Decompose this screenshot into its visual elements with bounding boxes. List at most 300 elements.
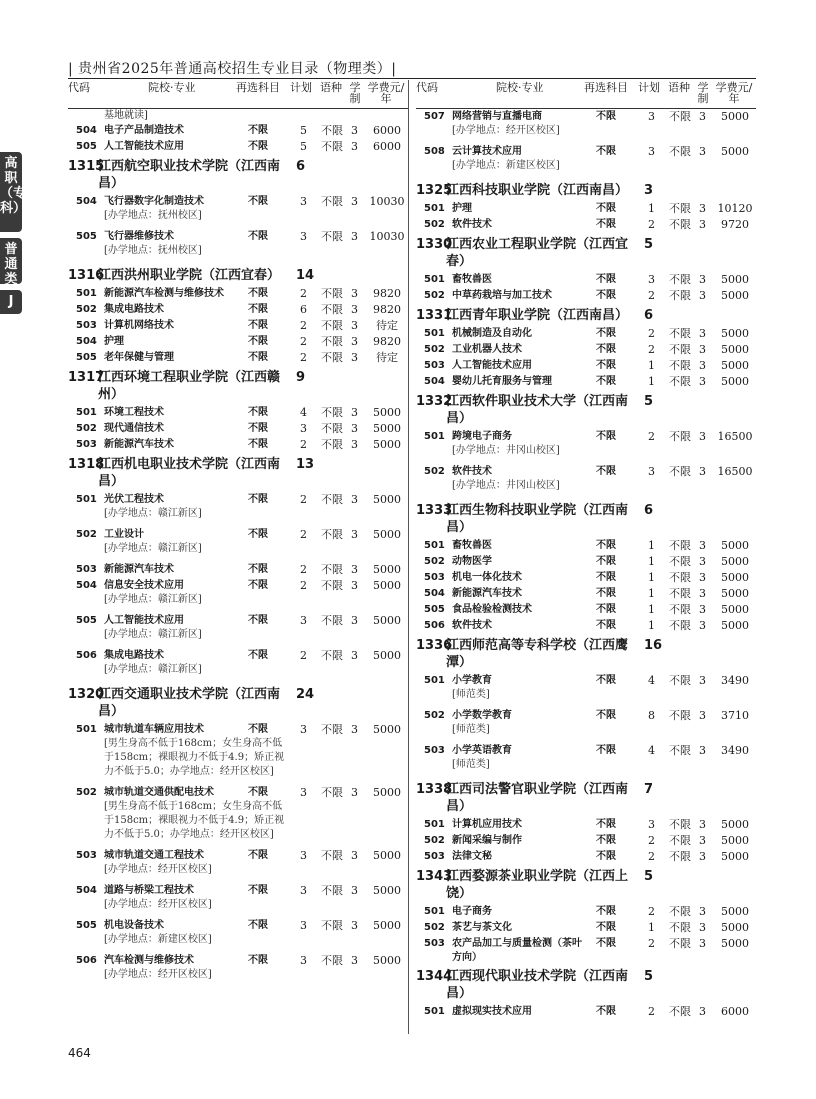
major-row — [416, 1005, 756, 1020]
major-note: [男生身高不低于168cm；女生身高不低于158cm；裸眼视力不低于4.9；矫正视力不低于5.0；办学地点：经开区校区] — [104, 738, 285, 777]
col-header-years: 学制 — [697, 81, 709, 105]
major-fee: 5000 — [721, 619, 749, 632]
major-subject: 不限 — [248, 304, 268, 315]
major-name: 新闻采编与制作 — [452, 835, 522, 846]
major-plan: 2 — [300, 493, 307, 506]
major-code: 503 — [424, 360, 445, 371]
major-plan: 2 — [648, 937, 655, 950]
major-plan: 3 — [300, 849, 307, 862]
major-language: 不限 — [669, 571, 691, 584]
school-name: 江西生物科技职业学院（江西南昌） — [446, 503, 629, 535]
major-plan: 5 — [300, 124, 307, 137]
major-language: 不限 — [321, 786, 343, 799]
major-row — [416, 818, 756, 833]
school-code: 1331 — [416, 308, 453, 323]
major-plan: 3 — [648, 465, 655, 478]
major-years: 3 — [699, 359, 706, 372]
major-name: 小学数学教育 — [452, 710, 512, 721]
major-years: 3 — [699, 1005, 706, 1018]
major-subject: 不限 — [596, 1006, 616, 1017]
major-name: 信息安全技术应用 — [104, 580, 184, 591]
major-code: 504 — [76, 196, 97, 207]
major-row — [416, 834, 756, 849]
major-name: 软件技术 — [452, 466, 492, 477]
major-name: 机电一体化技术 — [452, 572, 522, 583]
major-fee: 5000 — [721, 921, 749, 934]
major-language: 不限 — [321, 195, 343, 208]
major-plan: 6 — [300, 303, 307, 316]
major-language: 不限 — [669, 709, 691, 722]
major-plan: 2 — [648, 834, 655, 847]
side-tab-type: 普通类 — [0, 238, 22, 284]
major-language: 不限 — [321, 406, 343, 419]
major-name: 集成电路技术 — [104, 304, 164, 315]
major-subject: 不限 — [248, 850, 268, 861]
school-code: 1343 — [416, 869, 453, 884]
major-code: 502 — [424, 219, 445, 230]
school-name: 江西师范高等专科学校（江西鹰潭） — [446, 638, 629, 670]
major-subject: 不限 — [248, 141, 268, 152]
major-fee: 5000 — [721, 555, 749, 568]
major-row — [68, 351, 408, 366]
major-code: 504 — [76, 125, 97, 136]
school-plan: 13 — [296, 457, 315, 472]
major-plan: 2 — [300, 579, 307, 592]
major-plan: 5 — [300, 140, 307, 153]
major-subject: 不限 — [596, 274, 616, 285]
col-header-language: 语种 — [668, 81, 690, 94]
major-plan: 2 — [648, 1005, 655, 1018]
school-row — [68, 366, 408, 405]
major-note: [办学地点：新建区校区] — [452, 160, 560, 171]
major-years: 3 — [699, 110, 706, 123]
major-subject: 不限 — [596, 922, 616, 933]
major-fee: 5000 — [721, 603, 749, 616]
major-years: 3 — [699, 674, 706, 687]
major-row — [68, 422, 408, 437]
major-years: 3 — [351, 493, 358, 506]
major-code: 502 — [424, 466, 445, 477]
school-code: 1336 — [416, 638, 453, 653]
school-plan: 7 — [644, 782, 654, 797]
major-row — [68, 335, 408, 350]
major-language: 不限 — [321, 124, 343, 137]
major-row — [416, 539, 756, 554]
school-code: 1332 — [416, 394, 453, 409]
major-fee: 3710 — [721, 709, 749, 722]
major-language: 不限 — [669, 110, 691, 123]
major-plan: 1 — [648, 359, 655, 372]
major-fee: 9820 — [373, 303, 401, 316]
major-years: 3 — [699, 289, 706, 302]
major-fee: 5000 — [721, 375, 749, 388]
school-plan: 6 — [644, 308, 654, 323]
major-name: 护理 — [104, 336, 124, 347]
major-row — [68, 579, 408, 607]
row-gap — [68, 877, 408, 883]
major-subject: 不限 — [248, 231, 268, 242]
major-subject: 不限 — [248, 494, 268, 505]
major-code: 502 — [76, 423, 97, 434]
major-code: 501 — [424, 819, 445, 830]
major-years: 3 — [699, 818, 706, 831]
major-plan: 2 — [300, 319, 307, 332]
major-subject: 不限 — [248, 580, 268, 591]
row-gap — [68, 779, 408, 785]
major-years: 3 — [699, 145, 706, 158]
major-code: 503 — [424, 851, 445, 862]
major-subject: 不限 — [248, 336, 268, 347]
major-language: 不限 — [669, 850, 691, 863]
major-name: 集成电路技术 — [104, 650, 164, 661]
major-language: 不限 — [321, 649, 343, 662]
major-name: 汽车检测与维修技术 — [104, 955, 194, 966]
major-plan: 8 — [648, 709, 655, 722]
major-plan: 1 — [648, 603, 655, 616]
major-fee: 待定 — [376, 351, 398, 364]
major-language: 不限 — [321, 351, 343, 364]
major-language: 不限 — [669, 834, 691, 847]
major-plan: 4 — [648, 674, 655, 687]
major-name: 网络营销与直播电商 — [452, 111, 542, 122]
major-subject: 不限 — [248, 439, 268, 450]
major-subject: 不限 — [248, 955, 268, 966]
major-code: 506 — [76, 955, 97, 966]
major-plan: 3 — [300, 723, 307, 736]
school-plan: 5 — [644, 394, 654, 409]
major-plan: 3 — [300, 786, 307, 799]
major-plan: 2 — [648, 218, 655, 231]
major-name: 小学教育 — [452, 675, 492, 686]
major-fee: 5000 — [721, 850, 749, 863]
major-fee: 5000 — [721, 937, 749, 950]
major-note: [办学地点：赣江新区] — [104, 629, 202, 640]
school-row — [68, 453, 408, 492]
major-years: 3 — [699, 587, 706, 600]
major-row — [416, 375, 756, 390]
major-name: 茶艺与茶文化 — [452, 922, 512, 933]
left-entries — [68, 124, 408, 988]
major-code: 503 — [424, 572, 445, 583]
major-years: 3 — [699, 343, 706, 356]
major-language: 不限 — [669, 145, 691, 158]
school-row — [68, 264, 408, 286]
major-language: 不限 — [669, 1005, 691, 1018]
school-row — [416, 390, 756, 429]
major-subject: 不限 — [248, 615, 268, 626]
major-subject: 不限 — [596, 146, 616, 157]
row-gap — [68, 947, 408, 953]
major-language: 不限 — [669, 343, 691, 356]
major-fee: 10120 — [717, 202, 753, 215]
school-code: 1325 — [416, 183, 453, 198]
major-fee: 5000 — [373, 849, 401, 862]
major-subject: 不限 — [248, 423, 268, 434]
major-fee: 5000 — [721, 587, 749, 600]
major-row — [68, 849, 408, 877]
school-row — [416, 304, 756, 326]
major-code: 502 — [76, 787, 97, 798]
major-subject: 不限 — [248, 724, 268, 735]
major-years: 3 — [699, 218, 706, 231]
major-code: 502 — [76, 529, 97, 540]
school-plan: 6 — [644, 503, 654, 518]
major-subject: 不限 — [596, 906, 616, 917]
school-row — [416, 179, 756, 201]
major-code: 502 — [424, 710, 445, 721]
major-name: 云计算技术应用 — [452, 146, 522, 157]
school-row — [68, 683, 408, 722]
major-subject: 不限 — [248, 564, 268, 575]
major-note: [办学地点：抚州校区] — [104, 210, 202, 221]
major-note: [办学地点：经开区校区] — [104, 864, 212, 875]
major-language: 不限 — [669, 327, 691, 340]
col-header-subject: 再选科目 — [236, 81, 280, 94]
col-header-fee: 学费元/年 — [715, 81, 753, 105]
major-fee: 5000 — [373, 406, 401, 419]
row-gap — [416, 737, 756, 743]
major-language: 不限 — [321, 528, 343, 541]
major-years: 3 — [351, 303, 358, 316]
major-name: 新能源汽车技术 — [452, 588, 522, 599]
major-years: 3 — [351, 319, 358, 332]
major-plan: 3 — [300, 230, 307, 243]
major-fee: 9820 — [373, 335, 401, 348]
major-subject: 不限 — [596, 572, 616, 583]
major-name: 农产品加工与质量检测（茶叶方向） — [452, 938, 582, 963]
major-name: 光伏工程技术 — [104, 494, 164, 505]
major-plan: 3 — [300, 919, 307, 932]
major-row — [416, 619, 756, 634]
school-name: 江西农业工程职业学院（江西宜春） — [446, 237, 629, 269]
school-code: 1333 — [416, 503, 453, 518]
major-fee: 5000 — [721, 571, 749, 584]
school-name: 江西现代职业技术学院（江西南昌） — [446, 969, 629, 1001]
major-row — [416, 571, 756, 586]
school-row — [68, 155, 408, 194]
major-row — [416, 937, 756, 965]
major-subject: 不限 — [596, 556, 616, 567]
major-language: 不限 — [321, 723, 343, 736]
major-fee: 5000 — [373, 493, 401, 506]
side-tab-letter: J — [0, 290, 22, 314]
major-subject: 不限 — [596, 540, 616, 551]
major-years: 3 — [351, 563, 358, 576]
col-header-plan: 计划 — [638, 81, 660, 94]
major-years: 3 — [351, 230, 358, 243]
major-years: 3 — [699, 273, 706, 286]
major-fee: 5000 — [721, 359, 749, 372]
major-years: 3 — [699, 905, 706, 918]
major-fee: 5000 — [721, 273, 749, 286]
major-plan: 3 — [648, 145, 655, 158]
major-code: 501 — [424, 906, 445, 917]
major-language: 不限 — [669, 218, 691, 231]
major-years: 3 — [351, 140, 358, 153]
major-plan: 2 — [648, 289, 655, 302]
major-code: 501 — [76, 288, 97, 299]
major-code: 501 — [424, 675, 445, 686]
major-language: 不限 — [321, 422, 343, 435]
major-subject: 不限 — [248, 787, 268, 798]
major-fee: 10030 — [369, 195, 405, 208]
major-fee: 5000 — [373, 579, 401, 592]
major-language: 不限 — [669, 818, 691, 831]
major-row — [416, 674, 756, 702]
right-column-header — [416, 80, 756, 109]
major-language: 不限 — [669, 539, 691, 552]
major-plan: 2 — [300, 438, 307, 451]
major-code: 504 — [76, 336, 97, 347]
col-header-language: 语种 — [320, 81, 342, 94]
school-name: 江西机电职业技术学院（江西南昌） — [98, 457, 281, 489]
major-row — [68, 563, 408, 578]
major-code: 501 — [424, 1006, 445, 1017]
major-row — [68, 614, 408, 642]
major-years: 3 — [699, 709, 706, 722]
major-language: 不限 — [669, 921, 691, 934]
major-subject: 不限 — [596, 376, 616, 387]
school-plan: 5 — [644, 869, 654, 884]
school-row — [416, 778, 756, 817]
major-language: 不限 — [321, 335, 343, 348]
major-years: 3 — [699, 430, 706, 443]
major-plan: 1 — [648, 202, 655, 215]
major-code: 502 — [76, 304, 97, 315]
major-subject: 不限 — [596, 219, 616, 230]
major-code: 503 — [76, 439, 97, 450]
school-code: 1344 — [416, 969, 453, 984]
major-note: [师范类] — [452, 759, 490, 770]
major-code: 505 — [76, 231, 97, 242]
major-note: [办学地点：赣江新区] — [104, 664, 202, 675]
major-fee: 5000 — [373, 919, 401, 932]
major-row — [68, 919, 408, 947]
major-name: 人工智能技术应用 — [104, 141, 184, 152]
major-fee: 5000 — [373, 528, 401, 541]
major-note: [办学地点：经开区校区] — [452, 125, 560, 136]
major-plan: 1 — [648, 587, 655, 600]
major-language: 不限 — [321, 303, 343, 316]
major-name: 计算机网络技术 — [104, 320, 174, 331]
row-gap — [416, 138, 756, 144]
major-plan: 2 — [300, 528, 307, 541]
major-name: 软件技术 — [452, 620, 492, 631]
major-subject: 不限 — [248, 196, 268, 207]
school-plan: 5 — [644, 969, 654, 984]
major-years: 3 — [699, 834, 706, 847]
major-name: 城市轨道交通供配电技术 — [104, 787, 214, 798]
major-code: 505 — [76, 615, 97, 626]
major-subject: 不限 — [596, 344, 616, 355]
major-code: 502 — [424, 290, 445, 301]
major-language: 不限 — [321, 230, 343, 243]
major-row — [68, 723, 408, 779]
major-fee: 5000 — [373, 614, 401, 627]
major-name: 飞行器维修技术 — [104, 231, 174, 242]
major-language: 不限 — [669, 202, 691, 215]
major-fee: 待定 — [376, 319, 398, 332]
major-name: 老年保健与管理 — [104, 352, 174, 363]
major-row — [68, 303, 408, 318]
major-row — [416, 850, 756, 865]
major-code: 504 — [424, 376, 445, 387]
major-fee: 10030 — [369, 230, 405, 243]
major-language: 不限 — [669, 619, 691, 632]
major-name: 工业机器人技术 — [452, 344, 522, 355]
major-subject: 不限 — [248, 650, 268, 661]
major-fee: 5000 — [721, 905, 749, 918]
major-subject: 不限 — [596, 360, 616, 371]
major-fee: 5000 — [721, 834, 749, 847]
major-language: 不限 — [669, 937, 691, 950]
major-fee: 9820 — [373, 287, 401, 300]
major-name: 现代通信技术 — [104, 423, 164, 434]
major-years: 3 — [699, 603, 706, 616]
major-years: 3 — [351, 124, 358, 137]
major-name: 动物医学 — [452, 556, 492, 567]
row-gap — [416, 458, 756, 464]
school-plan: 16 — [644, 638, 663, 653]
major-plan: 2 — [648, 850, 655, 863]
major-language: 不限 — [321, 319, 343, 332]
col-header-name: 院校·专业 — [148, 81, 196, 94]
major-row — [68, 195, 408, 223]
side-tab-category: 高职（专科） — [0, 152, 22, 232]
row-gap — [68, 842, 408, 848]
school-code: 1320 — [68, 687, 105, 702]
major-row — [68, 406, 408, 421]
major-row — [416, 430, 756, 458]
major-plan: 2 — [648, 343, 655, 356]
major-row — [416, 359, 756, 374]
school-code: 1318 — [68, 457, 105, 472]
major-fee: 5000 — [721, 343, 749, 356]
major-language: 不限 — [669, 905, 691, 918]
school-plan: 24 — [296, 687, 315, 702]
major-language: 不限 — [321, 287, 343, 300]
major-code: 503 — [76, 850, 97, 861]
column-divider — [408, 80, 409, 1034]
major-plan: 2 — [300, 563, 307, 576]
major-fee: 16500 — [717, 465, 753, 478]
major-note: [办学地点：赣江新区] — [104, 594, 202, 605]
major-name: 城市轨道车辆应用技术 — [104, 724, 204, 735]
major-row — [68, 954, 408, 982]
major-years: 3 — [699, 571, 706, 584]
major-plan: 1 — [648, 375, 655, 388]
major-fee: 5000 — [721, 818, 749, 831]
major-row — [416, 709, 756, 737]
major-fee: 5000 — [373, 954, 401, 967]
major-name: 食品检验检测技术 — [452, 604, 532, 615]
major-fee: 5000 — [373, 438, 401, 451]
right-entries — [416, 110, 756, 1020]
major-name: 城市轨道交通工程技术 — [104, 850, 204, 861]
school-row — [416, 634, 756, 673]
major-subject: 不限 — [248, 352, 268, 363]
school-name: 江西科技职业学院（江西南昌） — [446, 183, 629, 198]
major-language: 不限 — [669, 465, 691, 478]
major-code: 502 — [424, 835, 445, 846]
major-plan: 2 — [300, 287, 307, 300]
major-fee: 5000 — [373, 723, 401, 736]
major-code: 507 — [424, 111, 445, 122]
major-fee: 5000 — [721, 110, 749, 123]
major-code: 501 — [424, 540, 445, 551]
continued-note: 基地就读] — [104, 110, 148, 121]
major-years: 3 — [351, 849, 358, 862]
